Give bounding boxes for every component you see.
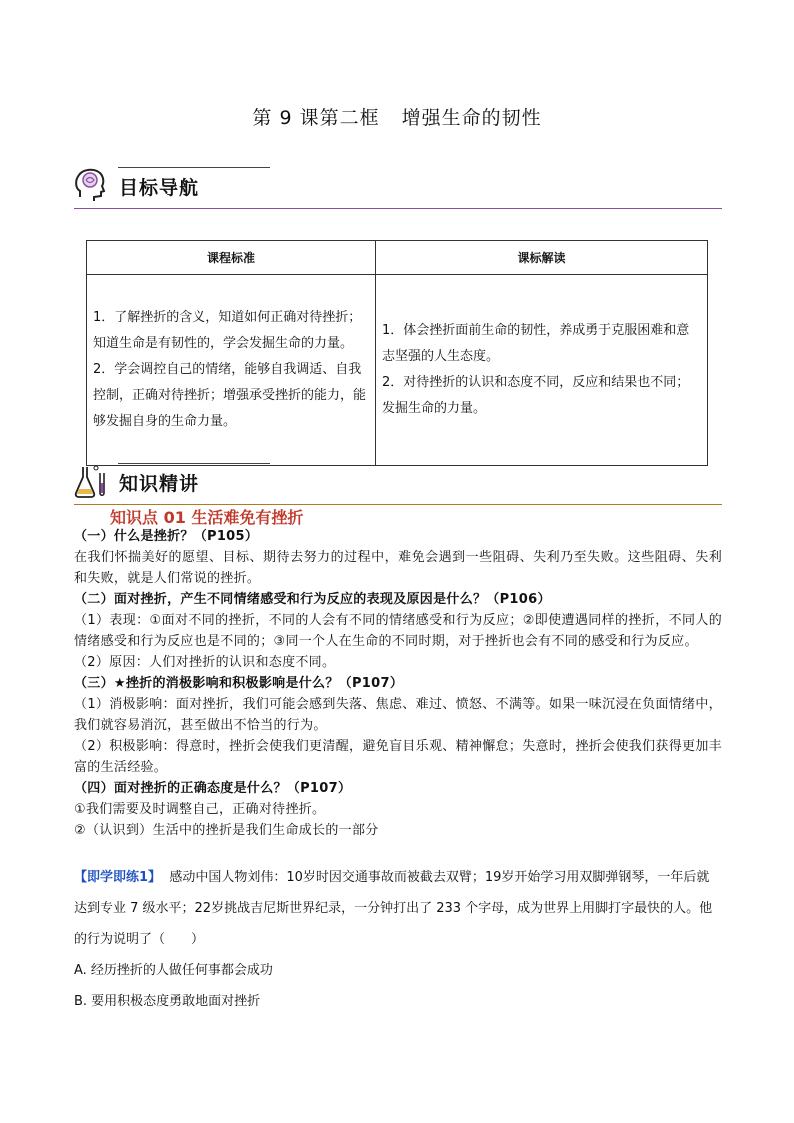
answer-text: （1）消极影响：面对挫折，我们可能会感到失落、焦虑、难过、愤怒、不满等。如果一味沉浸在负面情绪中，我们就容易消沉，甚至做出不恰当的行为。 [74,697,722,733]
table-cell-standard: 1．了解挫折的含义，知道如何正确对待挫折；知道生命是有韧性的，学会发掘生命的力量。 2．学会调控自己的情绪，能够自我调适、自我控制，正确对待挫折；增强承受挫折的能力，能够发掘自身的生命力量。 [87,275,376,466]
question-heading: （三）★挫折的消极影响和积极影响是什么？（P107） [74,676,404,691]
header-topline [118,167,270,168]
course-standard-table [86,240,708,466]
knowledge-content [74,526,722,841]
table-cell-interpretation: 1．体会挫折面前生命的韧性，养成勇于克服困难和意志坚强的人生态度。 2．对待挫折的认识和态度不同，反应和结果也不同；发掘生命的力量。 [376,275,708,466]
option-b: B. 要用积极态度勇敢地面对挫折 [74,994,261,1009]
lab-flask-icon [74,463,108,499]
question-heading: （二）面对挫折，产生不同情绪感受和行为反应的表现及原因是什么？（P106） [74,592,551,607]
section-title: 知识精讲 [119,473,200,495]
table-header-standard: 课程标准 [87,241,376,275]
answer-text: 在我们怀揣美好的愿望、目标、期待去努力的过程中，难免会遇到一些阻碍、失利乃至失败。这些阻碍、失利和失败，就是人们常说的挫折。 [74,550,722,586]
section-header-goals [74,167,722,209]
answer-text: （1）表现：①面对不同的挫折，不同的人会有不同的情绪感受和行为反应；②即使遭遇同样的挫折，不同人的情绪感受和行为反应也是不同的；③同一个人在生命的不同时期，对于挫折也会有不同的感受和行为反应。 [74,613,722,649]
answer-text: （2）积极影响：得意时，挫折会使我们更清醒，避免盲目乐观、精神懈怠；失意时，挫折会使我们获得更加丰富的生活经验。 [74,739,722,775]
answer-text: （2）原因：人们对挫折的认识和态度不同。 [74,655,336,670]
option-a: A. 经历挫折的人做任何事都会成功 [74,963,273,978]
exercise-stem: 【即学即练1】 感动中国人物刘伟：10岁时因交通事故而被截去双臂；19岁开始学习用双脚弹钢琴，一年后就达到专业 7 级水平；22岁挑战吉尼斯世界纪录，一分钟打出了 233 个字母，成为世界上用脚打字最快的人。他的行为说明了（ ） [74,870,713,947]
exercise-tag: 【即学即练1】 [74,870,162,885]
section-title: 目标导航 [119,177,200,199]
practice-exercise [74,862,722,1017]
question-heading: （一）什么是挫折？（P105） [74,529,259,544]
head-brain-icon [74,167,108,203]
table-header-interpretation: 课标解读 [376,241,708,275]
question-heading: （四）面对挫折的正确态度是什么？（P107） [74,781,352,796]
answer-text: ①我们需要及时调整自己，正确对待挫折。 [74,802,326,817]
header-topline [118,463,270,464]
answer-text: ②（认识到）生活中的挫折是我们生命成长的一部分 [74,823,379,838]
section-rule [74,208,722,209]
page-title: 第 9 课第二框 增强生命的韧性 [252,107,542,129]
knowledge-point-title: 知识点 01 生活难免有挫折 [110,508,304,527]
section-header-knowledge [74,463,722,505]
